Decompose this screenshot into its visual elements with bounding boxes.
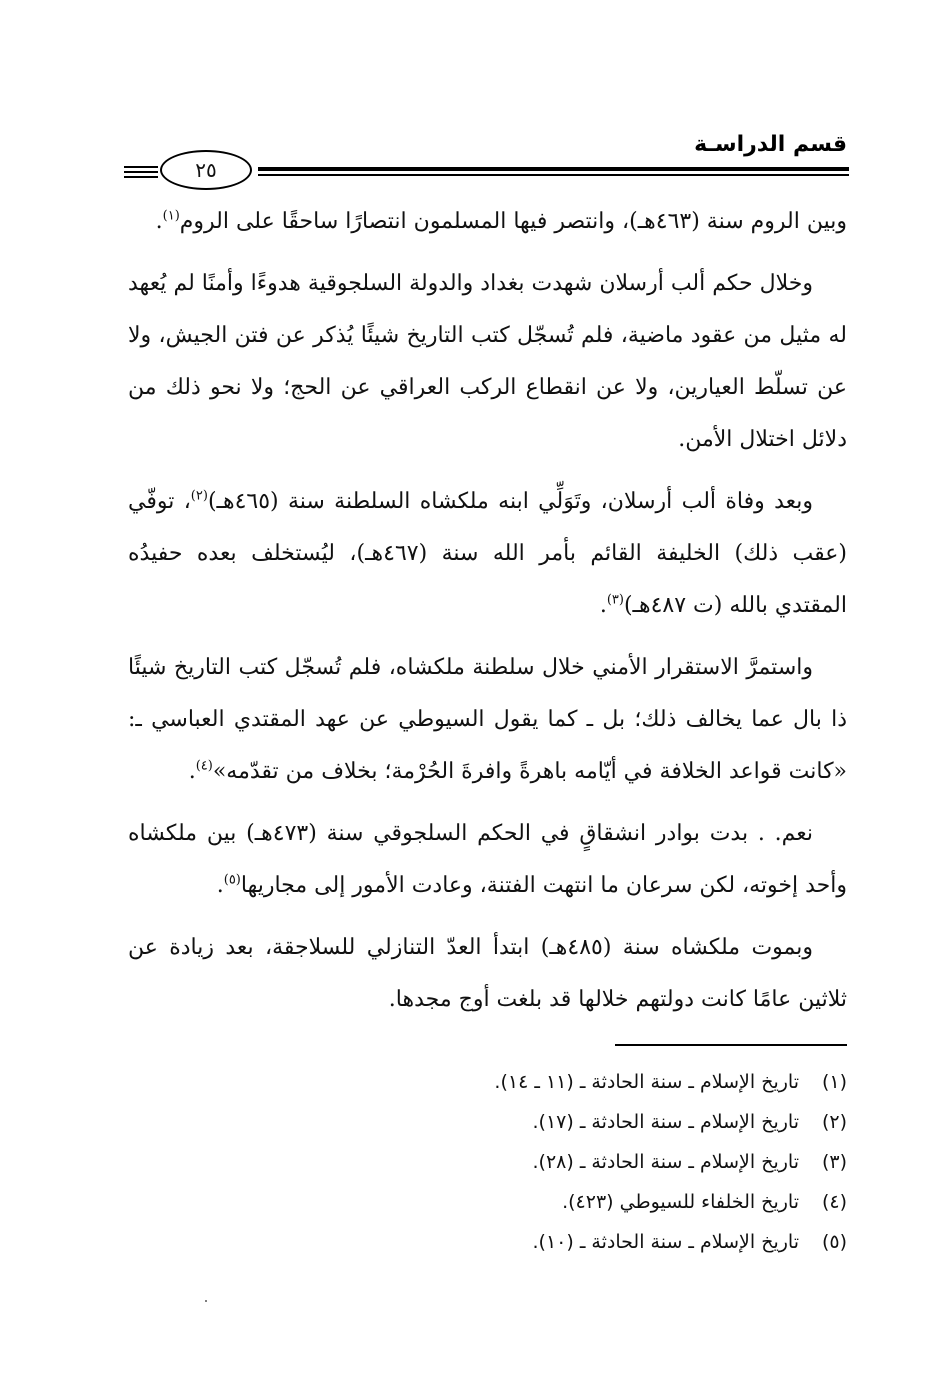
footnote-ref: (١) bbox=[162, 208, 180, 224]
footnote-separator bbox=[615, 1044, 847, 1046]
paragraph-1: وبين الروم سنة (٤٦٣هـ)، وانتصر فيها المسلمون انتصارًا ساحقًا على الروم$^{(١)}$. bbox=[155, 208, 847, 234]
footnote-ref: (٣) bbox=[606, 592, 624, 608]
footnote-text: تاريخ الإسلام ـ سنة الحادثة ـ (١١ ـ ١٤). bbox=[494, 1071, 799, 1093]
footnote-item bbox=[128, 1182, 847, 1222]
footnote-number: (٣) bbox=[821, 1151, 847, 1173]
footnote-text: تاريخ الإسلام ـ سنة الحادثة ـ (١٠). bbox=[532, 1231, 799, 1253]
footnote-number: (٥) bbox=[821, 1231, 847, 1253]
footnote-item bbox=[128, 1222, 847, 1262]
paragraph-4: واستمرَّ الاستقرار الأمني خلال سلطنة ملكشاه، فلم تُسجّل كتب التاريخ شيئًا ذا بال عما يخالف ذلك؛ بل ـ كما يقول السيوطي عن عهد المقتدي العباسي ـ: «كانت قواعد الخلافة في أيّامه باهرةً وافرةَ الحُرْمة؛ بخلاف من تقدّمه»$^{(٤)}$. bbox=[128, 655, 847, 784]
footnote-ref: (٥) bbox=[223, 872, 241, 888]
footnote-number: (١) bbox=[821, 1071, 847, 1093]
footnote-text: تاريخ الخلفاء للسيوطي (٤٢٣). bbox=[562, 1191, 799, 1213]
paragraph-5: نعم. . بدت بوادر انشقاقٍ في الحكم السلجوقي سنة (٤٧٣هـ) بين ملكشاه وأحد إخوته، لكن سرعان ما انتهت الفتنة، وعادت الأمور إلى مجاريها$^{(٥)}$. bbox=[128, 821, 847, 898]
footnote-number: (٢) bbox=[821, 1111, 847, 1133]
footnote-text: تاريخ الإسلام ـ سنة الحادثة ـ (١٧). bbox=[532, 1111, 799, 1133]
paragraph-6: وبموت ملكشاه سنة (٤٨٥هـ) ابتدأ العدّ التنازلي للسلاجقة، بعد زيادة عن ثلاثين عامًا كانت دولتهم خلالها قد بلغت أوج مجدها. bbox=[128, 935, 847, 1012]
header-rule-short bbox=[124, 176, 158, 178]
paragraph-3: وبعد وفاة ألب أرسلان، وتَوَلِّي ابنه ملكشاه السلطنة سنة (٤٦٥هـ)$^{(٢)}$، توفّي (عقب ذلك) الخليفة القائم بأمر الله سنة (٤٦٧هـ)، ليُستخلف بعده حفيدُه المقتدي بالله (ت ٤٨٧هـ)$^{(٣)}$. bbox=[128, 488, 847, 618]
page-number: ٢٥ bbox=[160, 150, 252, 190]
footnote-number: (٤) bbox=[821, 1191, 847, 1213]
scan-speck bbox=[205, 1300, 207, 1302]
footnote-item bbox=[128, 1062, 847, 1102]
header-rule-thin bbox=[258, 174, 849, 176]
running-title: قسم الدراسـة bbox=[694, 132, 847, 157]
footnote-ref: (٤) bbox=[195, 758, 213, 774]
footnotes bbox=[128, 1062, 847, 1262]
footnote-ref: (٢) bbox=[190, 488, 208, 504]
header-rule-short bbox=[124, 166, 158, 168]
header-rule-thick bbox=[258, 167, 849, 171]
footnote-item bbox=[128, 1142, 847, 1182]
header-rule-short bbox=[124, 171, 158, 173]
paragraph-2: وخلال حكم ألب أرسلان شهدت بغداد والدولة السلجوقية هدوءًا وأمنًا لم يُعهد له مثيل من عقود ماضية، فلم تُسجّل كتب التاريخ شيئًا يُذكر عن فتن الجيش، ولا عن تسلّط العيارين، ولا عن انقطاع الركب العراقي عن الحج؛ ولا نحو ذلك من دلائل اختلال الأمن. bbox=[128, 271, 847, 452]
footnote-text: تاريخ الإسلام ـ سنة الحادثة ـ (٢٨). bbox=[532, 1151, 799, 1173]
footnote-item bbox=[128, 1102, 847, 1142]
body-text bbox=[128, 196, 847, 1036]
